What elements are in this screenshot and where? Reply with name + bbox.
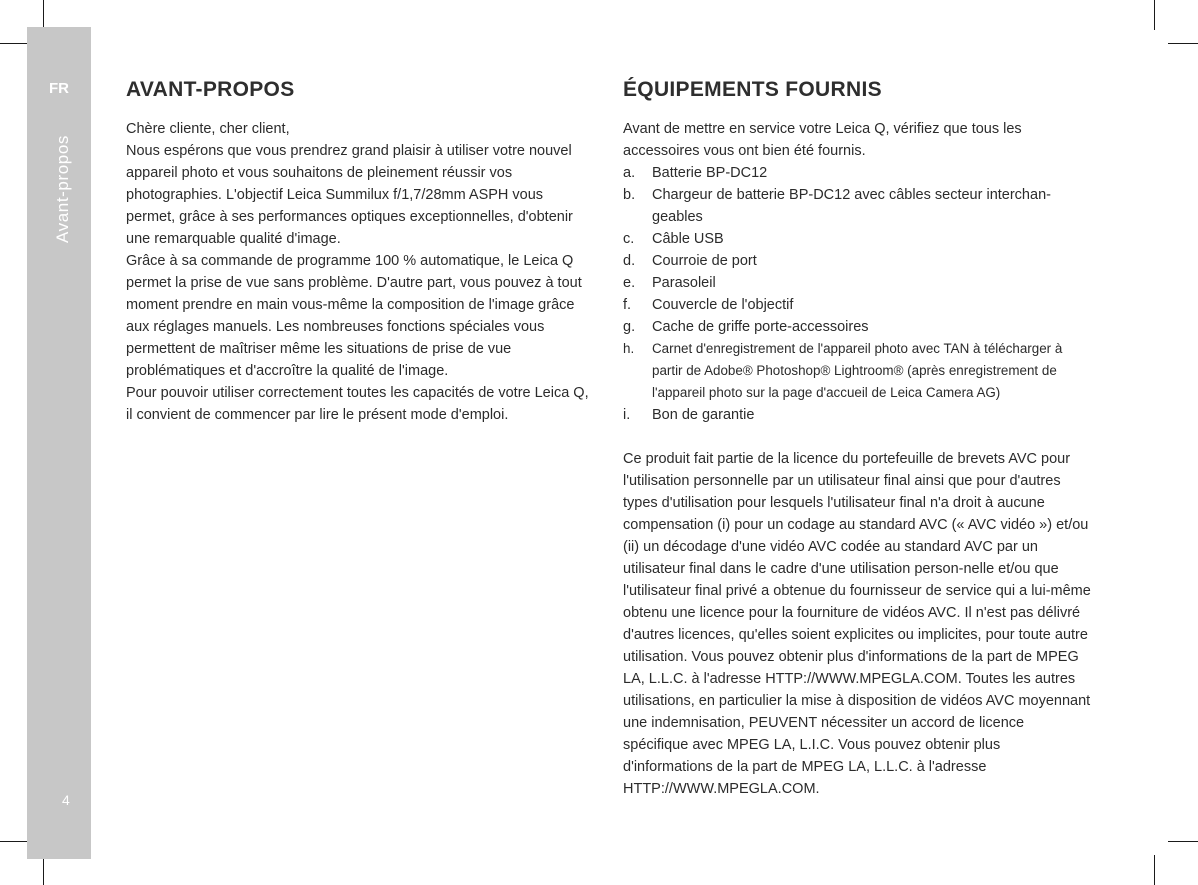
section-label: Avant-propos <box>53 134 72 243</box>
list-item <box>623 250 1093 272</box>
equipment-body <box>623 118 1093 800</box>
crop-mark <box>1154 855 1155 885</box>
list-item-text: Courroie de port <box>652 253 757 269</box>
foreword-title: AVANT-PROPOS <box>126 78 295 101</box>
list-item <box>623 228 1093 250</box>
page-number: 4 <box>62 792 70 808</box>
list-item-text: Parasoleil <box>652 275 716 291</box>
crop-mark <box>1168 841 1198 842</box>
list-item <box>623 294 1093 316</box>
list-marker: a. <box>623 165 636 181</box>
foreword-paragraph: Pour pouvoir utiliser correctement toutes les capacités de votre Leica Q, il convient de commencer par lire le présent mode d'emploi. <box>126 385 589 423</box>
list-marker: d. <box>623 253 636 269</box>
foreword-body <box>126 118 594 426</box>
list-item <box>623 162 1093 184</box>
list-item <box>623 272 1093 294</box>
equipment-title: ÉQUIPEMENTS FOURNIS <box>623 78 882 101</box>
list-marker: h. <box>623 341 635 356</box>
list-item <box>623 184 1093 228</box>
language-tag: FR <box>49 80 69 97</box>
crop-mark <box>0 43 30 44</box>
license-notice: Ce produit fait partie de la licence du portefeuille de brevets AVC pour l'utilisation personnelle par un utilisateur final ainsi que pour d'autres types d'utilisation pour lesquels l'utilisateur final n'a droit à aucune compensation (i) pour un codage au standard AVC (« AVC vidéo ») et/ou (ii) un décodage d'une vidéo AVC codée au standard AVC par un utilisateur final dans le cadre d'une utilisation person-nelle et/ou que l'utilisateur final privé a obtenue du fournisseur de service qui a lui-même obtenu une licence pour la fourniture de vidéos AVC. Il n'est pas délivré d'autres licences, qu'elles soient explicites ou implicites, pour toute autre utilisation. Vous pouvez obtenir plus d'informations de la part de MPEG LA, L.L.C. à l'adresse HTTP://WWW.MPEGLA.COM. Toutes les autres utilisations, en particulier la mise à disposition de vidéos AVC moyennant une indemnisation, PEUVENT nécessiter un accord de licence spécifique avec MPEG LA, L.I.C. Vous pouvez obtenir plus d'informations de la part de MPEG LA, L.L.C. à l'adresse HTTP://WWW.MPEGLA.COM. <box>623 451 1091 797</box>
list-item-text: Bon de garantie <box>652 407 755 423</box>
crop-mark <box>1168 43 1198 44</box>
list-marker: i. <box>623 407 631 423</box>
crop-mark <box>43 855 44 885</box>
equipment-intro: Avant de mettre en service votre Leica Q, vérifiez que tous les accessoires vous ont bien été fournis. <box>623 121 1022 159</box>
greeting: Chère cliente, cher client, <box>126 121 290 137</box>
list-marker: f. <box>623 297 632 313</box>
list-item-text: Chargeur de batterie BP-DC12 avec câbles secteur interchan-geables <box>652 187 1051 225</box>
list-item-text: Batterie BP-DC12 <box>652 165 768 181</box>
list-marker: c. <box>623 231 635 247</box>
list-item-text: Câble USB <box>652 231 724 247</box>
list-marker: b. <box>623 187 636 203</box>
crop-mark <box>0 841 30 842</box>
list-marker: e. <box>623 275 636 291</box>
crop-mark <box>43 0 44 30</box>
list-item <box>623 338 1093 404</box>
list-item-text: Cache de griffe porte-accessoires <box>652 319 869 335</box>
list-marker: g. <box>623 319 636 335</box>
list-item <box>623 404 1093 426</box>
equipment-list <box>623 162 1093 426</box>
crop-mark <box>1154 0 1155 30</box>
list-item-text: Carnet d'enregistrement de l'appareil photo avec TAN à télécharger à partir de Adobe® Photoshop® Lightroom® (après enregistrement de l'appareil photo sur la page d'accueil de Leica Camera AG) <box>652 341 1063 400</box>
list-item <box>623 316 1093 338</box>
foreword-paragraph: Nous espérons que vous prendrez grand plaisir à utiliser votre nouvel appareil photo et vous souhaitons de pleinement réussir vos photographies. L'objectif Leica Summilux f/1,7/28mm ASPH vous permet, grâce à ses performances optiques exceptionnelles, d'obtenir une remarquable qualité d'image. <box>126 143 573 247</box>
list-item-text: Couvercle de l'objectif <box>652 297 794 313</box>
foreword-paragraph: Grâce à sa commande de programme 100 % automatique, le Leica Q permet la prise de vue sans problème. D'autre part, vous pouvez à tout moment prendre en main vous-même la composition de l'image grâce aux réglages manuels. Les nombreuses fonctions spéciales vous permettent de maîtriser même les situations de prise de vue problématiques et d'accroître la qualité de l'image. <box>126 253 582 379</box>
